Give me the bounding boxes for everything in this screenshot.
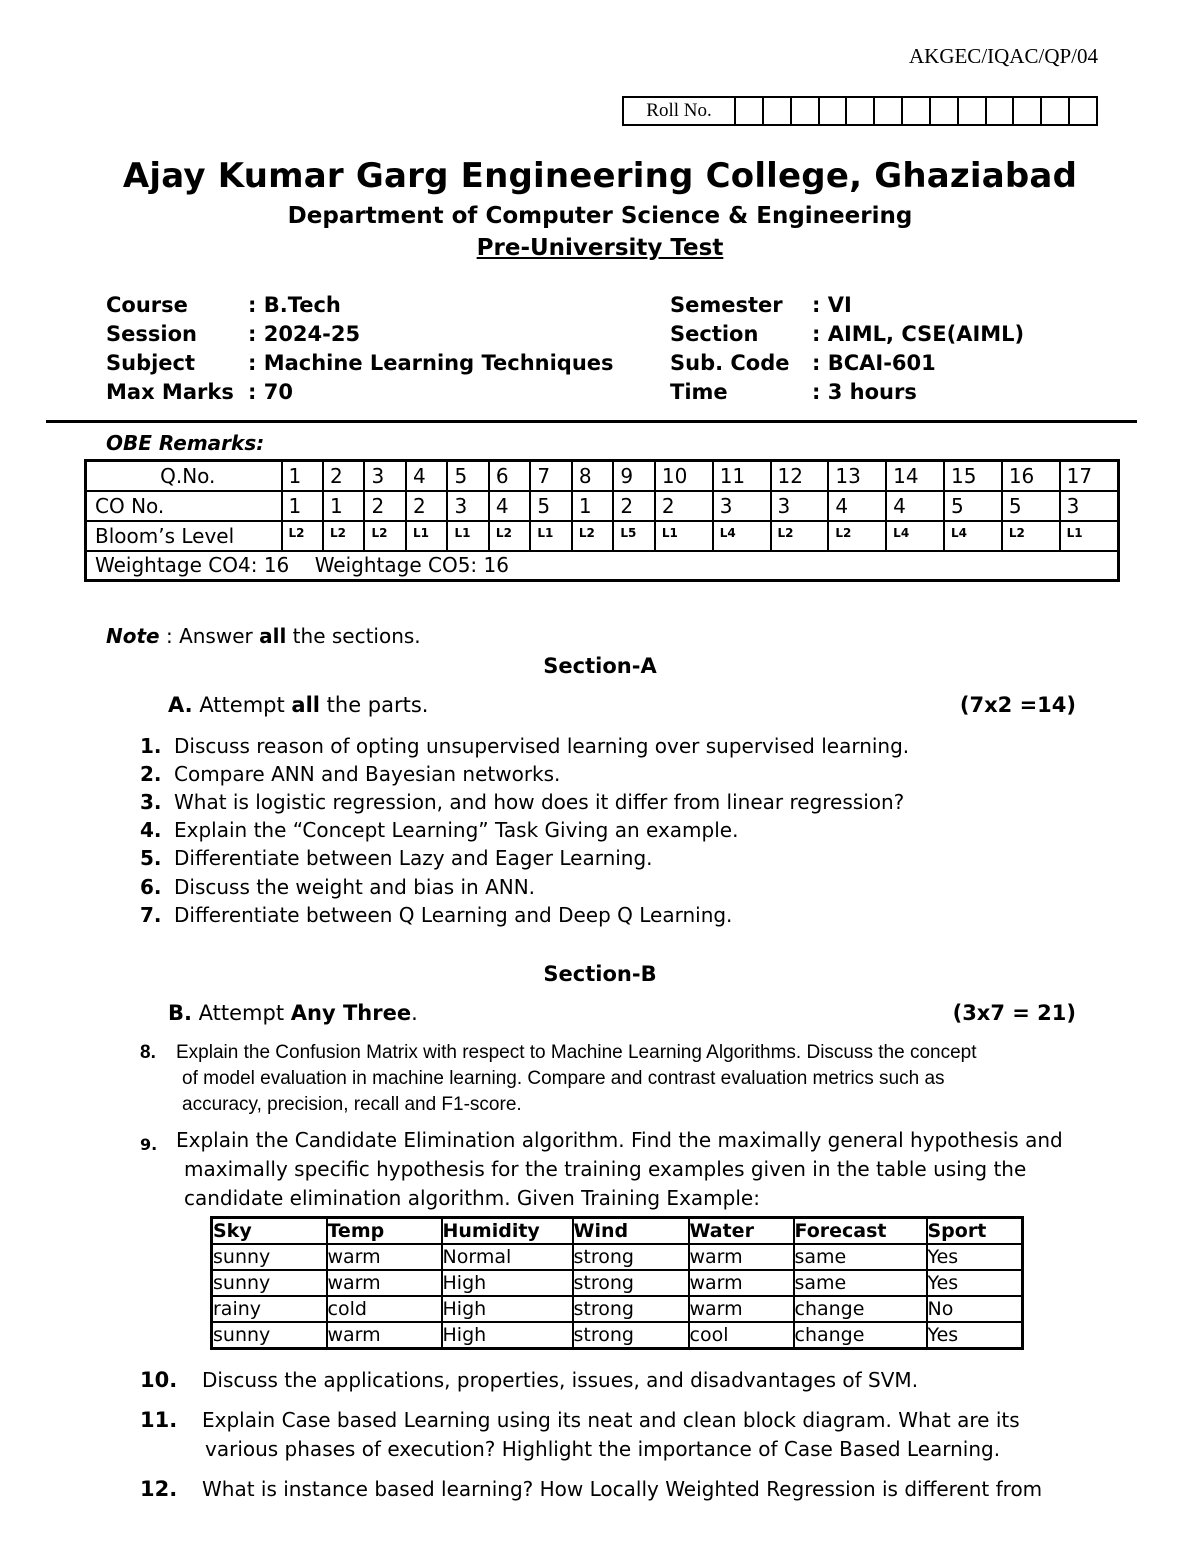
- table-header: Humidity: [442, 1218, 573, 1245]
- table-cell: change: [794, 1322, 927, 1349]
- bloom-cell: L4: [886, 521, 944, 551]
- table-cell: Yes: [927, 1270, 1023, 1296]
- table-cell: strong: [573, 1322, 689, 1349]
- college-name: Ajay Kumar Garg Engineering College, Ghaziabad: [122, 156, 1078, 196]
- table-cell: warm: [689, 1296, 794, 1322]
- table-cell: strong: [573, 1270, 689, 1296]
- qno-cell: 7: [530, 461, 571, 491]
- bloom-cell: L2: [771, 521, 829, 551]
- roll-cell[interactable]: [847, 98, 875, 124]
- question-number: 12.: [140, 1477, 178, 1501]
- question-number: 9.: [140, 1135, 158, 1154]
- qno-cell: 1: [282, 461, 323, 491]
- table-header: Wind: [573, 1218, 689, 1245]
- question-number: 1.: [140, 734, 162, 758]
- co-cell: 2: [655, 491, 713, 521]
- roll-cell[interactable]: [764, 98, 792, 124]
- meta-key: Subject: [106, 351, 196, 375]
- table-row: [212, 1322, 1023, 1349]
- qno-cell: 15: [944, 461, 1002, 491]
- section-a-title: Section-A: [543, 654, 657, 678]
- divider: [46, 420, 1137, 423]
- bloom-cell: L2: [828, 521, 886, 551]
- co-cell: 1: [323, 491, 364, 521]
- qno-cell: 14: [886, 461, 944, 491]
- bloom-cell: L2: [489, 521, 530, 551]
- table-cell: cold: [327, 1296, 442, 1322]
- note-bold: all: [259, 624, 287, 648]
- question-8: [140, 1040, 1100, 1118]
- meta-value: : 3 hours: [812, 380, 917, 404]
- question-number: 10.: [140, 1368, 178, 1392]
- co-cell: 4: [489, 491, 530, 521]
- note-text-pre: : Answer: [159, 624, 260, 648]
- question-line: Explain Case based Learning using its neat and clean block diagram. What are its: [202, 1408, 1020, 1432]
- bloom-cell: L2: [364, 521, 405, 551]
- instruction-post: .: [411, 1001, 418, 1025]
- qno-cell: 16: [1002, 461, 1060, 491]
- question-line: various phases of execution? Highlight the importance of Case Based Learning.: [205, 1437, 1001, 1461]
- question-item: [140, 846, 653, 870]
- question-11: [140, 1406, 1100, 1464]
- question-item: [140, 875, 535, 899]
- qno-label: Q.No.: [86, 461, 282, 491]
- qno-cell: 11: [713, 461, 771, 491]
- note-label: Note: [106, 624, 160, 648]
- table-cell: No: [927, 1296, 1023, 1322]
- table-cell: change: [794, 1296, 927, 1322]
- table-row: [212, 1244, 1023, 1270]
- bloom-cell: L1: [447, 521, 488, 551]
- qno-cell: 10: [655, 461, 713, 491]
- co-row: [86, 491, 1119, 521]
- table-row: [212, 1296, 1023, 1322]
- table-cell: High: [442, 1270, 573, 1296]
- question-number: 6.: [140, 875, 162, 899]
- table-cell: rainy: [212, 1296, 327, 1322]
- co-cell: 3: [771, 491, 829, 521]
- question-item: [140, 762, 560, 786]
- question-text: What is logistic regression, and how does it differ from linear regression?: [174, 790, 905, 814]
- co-cell: 5: [1002, 491, 1060, 521]
- section-b-letter: B.: [168, 1001, 192, 1025]
- question-item: [140, 903, 732, 927]
- table-cell: High: [442, 1296, 573, 1322]
- question-12: [140, 1475, 1100, 1504]
- bloom-cell: L4: [944, 521, 1002, 551]
- qno-cell: 17: [1060, 461, 1119, 491]
- meta-key: Session: [106, 322, 197, 346]
- question-number: 2.: [140, 762, 162, 786]
- table-header: Sky: [212, 1218, 327, 1245]
- bloom-cell: L2: [323, 521, 364, 551]
- question-line: Explain the Candidate Elimination algorithm. Find the maximally general hypothesis and: [176, 1128, 1063, 1152]
- question-number: 11.: [140, 1408, 178, 1432]
- qno-cell: 8: [572, 461, 613, 491]
- question-text: Discuss the weight and bias in ANN.: [174, 875, 536, 899]
- qno-cell: 4: [406, 461, 447, 491]
- qno-cell: 12: [771, 461, 829, 491]
- meta-value: : VI: [812, 293, 852, 317]
- table-cell: warm: [327, 1270, 442, 1296]
- table-cell: strong: [573, 1296, 689, 1322]
- table-cell: warm: [327, 1244, 442, 1270]
- qno-cell: 2: [323, 461, 364, 491]
- question-text: What is instance based learning? How Locally Weighted Regression is different from: [202, 1477, 1043, 1501]
- roll-cell[interactable]: [875, 98, 903, 124]
- roll-number-label: Roll No.: [624, 98, 736, 124]
- bloom-cell: L2: [1002, 521, 1060, 551]
- question-item: [140, 818, 738, 842]
- roll-cell[interactable]: [792, 98, 820, 124]
- section-b-title: Section-B: [543, 962, 657, 986]
- meta-value: : BCAI-601: [812, 351, 936, 375]
- co-cell: 2: [364, 491, 405, 521]
- table-cell: Yes: [927, 1244, 1023, 1270]
- bloom-row: [86, 521, 1119, 551]
- question-text: [176, 1040, 1100, 1118]
- bloom-cell: L1: [1060, 521, 1119, 551]
- instruction-bold: all: [291, 693, 320, 717]
- roll-cell[interactable]: [1014, 98, 1042, 124]
- co-cell: 4: [886, 491, 944, 521]
- meta-right: [670, 291, 1024, 407]
- co-cell: 4: [828, 491, 886, 521]
- co-cell: 3: [713, 491, 771, 521]
- question-line: accuracy, precision, recall and F1-score.: [182, 1094, 522, 1115]
- obe-title: OBE Remarks:: [106, 431, 265, 455]
- table-header: Water: [689, 1218, 794, 1245]
- question-number: 7.: [140, 903, 162, 927]
- roll-cell[interactable]: [959, 98, 987, 124]
- table-cell: warm: [689, 1244, 794, 1270]
- meta-value: : B.Tech: [248, 293, 341, 317]
- co-cell: 1: [282, 491, 323, 521]
- bloom-cell: L1: [655, 521, 713, 551]
- weightage-text: Weightage CO4: 16 Weightage CO5: 16: [86, 551, 1119, 581]
- question-text: [202, 1406, 1100, 1464]
- co-cell: 3: [1060, 491, 1119, 521]
- question-text: [176, 1126, 1100, 1213]
- co-cell: 2: [613, 491, 654, 521]
- meta-value: : Machine Learning Techniques: [248, 351, 614, 375]
- section-b-instruction: [168, 1001, 418, 1025]
- qno-row: [86, 461, 1119, 491]
- table-row: [212, 1270, 1023, 1296]
- question-text: Differentiate between Lazy and Eager Learning.: [174, 846, 653, 870]
- co-cell: 2: [406, 491, 447, 521]
- section-a-marks: (7x2 =14): [959, 693, 1076, 717]
- qno-cell: 3: [364, 461, 405, 491]
- co-cell: 1: [572, 491, 613, 521]
- bloom-cell: L1: [530, 521, 571, 551]
- test-title: Pre-University Test: [476, 235, 724, 261]
- question-number: 5.: [140, 846, 162, 870]
- document-code: AKGEC/IQAC/QP/04: [908, 44, 1098, 68]
- table-cell: warm: [327, 1322, 442, 1349]
- question-line: Explain the Confusion Matrix with respect to Machine Learning Algorithms. Discuss the concept: [176, 1042, 977, 1063]
- question-number: 3.: [140, 790, 162, 814]
- question-text: Compare ANN and Bayesian networks.: [174, 762, 561, 786]
- meta-key: Sub. Code: [670, 351, 790, 375]
- meta-value: : AIML, CSE(AIML): [812, 322, 1025, 346]
- roll-cell[interactable]: [987, 98, 1015, 124]
- instruction-bold: Any Three: [290, 1001, 412, 1025]
- table-cell: same: [794, 1244, 927, 1270]
- note: [106, 624, 421, 648]
- bloom-cell: L4: [713, 521, 771, 551]
- training-table: [210, 1216, 1024, 1350]
- question-9: [140, 1126, 1100, 1213]
- table-cell: same: [794, 1270, 927, 1296]
- question-item: [140, 790, 904, 814]
- table-cell: Yes: [927, 1322, 1023, 1349]
- question-number: 8.: [140, 1042, 156, 1063]
- note-text-post: the sections.: [286, 624, 421, 648]
- instruction-pre: Attempt: [198, 1001, 291, 1025]
- bloom-cell: L2: [572, 521, 613, 551]
- question-item: [140, 734, 909, 758]
- co-cell: 5: [944, 491, 1002, 521]
- section-a-letter: A.: [168, 693, 193, 717]
- section-a-instruction: [168, 693, 428, 717]
- meta-key: Course: [106, 293, 188, 317]
- co-cell: 3: [447, 491, 488, 521]
- obe-table: [84, 459, 1120, 582]
- bloom-label: Bloom’s Level: [86, 521, 282, 551]
- bloom-cell: L1: [406, 521, 447, 551]
- section-b-marks: (3x7 = 21): [952, 1001, 1076, 1025]
- meta-key: Time: [670, 380, 728, 404]
- question-line: maximally specific hypothesis for the training examples given in the table using the: [184, 1157, 1027, 1181]
- table-cell: sunny: [212, 1322, 327, 1349]
- question-text: Differentiate between Q Learning and Deep Q Learning.: [174, 903, 733, 927]
- table-cell: sunny: [212, 1270, 327, 1296]
- roll-cell[interactable]: [1042, 98, 1070, 124]
- table-header: Forecast: [794, 1218, 927, 1245]
- roll-cell[interactable]: [736, 98, 764, 124]
- roll-cell[interactable]: [903, 98, 931, 124]
- question-text: Explain the “Concept Learning” Task Giving an example.: [174, 818, 739, 842]
- table-header-row: [212, 1218, 1023, 1245]
- bloom-cell: L5: [613, 521, 654, 551]
- meta-key: Max Marks: [106, 380, 234, 404]
- meta-left: [106, 291, 614, 407]
- question-line: of model evaluation in machine learning. Compare and contrast evaluation metrics such as: [182, 1068, 945, 1089]
- qno-cell: 6: [489, 461, 530, 491]
- table-cell: Normal: [442, 1244, 573, 1270]
- meta-key: Section: [670, 322, 759, 346]
- question-text: Discuss reason of opting unsupervised learning over supervised learning.: [174, 734, 910, 758]
- roll-cell[interactable]: [820, 98, 848, 124]
- table-header: Sport: [927, 1218, 1023, 1245]
- department-name: Department of Computer Science & Engineering: [287, 203, 913, 229]
- qno-cell: 9: [613, 461, 654, 491]
- instruction-post: the parts.: [319, 693, 429, 717]
- co-cell: 5: [530, 491, 571, 521]
- instruction-pre: Attempt: [199, 693, 292, 717]
- table-cell: warm: [689, 1270, 794, 1296]
- qno-cell: 5: [447, 461, 488, 491]
- meta-key: Semester: [670, 293, 783, 317]
- roll-cell[interactable]: [1070, 98, 1096, 124]
- qno-cell: 13: [828, 461, 886, 491]
- roll-cell[interactable]: [931, 98, 959, 124]
- roll-number-box[interactable]: [622, 96, 1098, 126]
- question-number: 4.: [140, 818, 162, 842]
- table-cell: strong: [573, 1244, 689, 1270]
- co-label: CO No.: [86, 491, 282, 521]
- weightage-row: [86, 551, 1119, 581]
- table-cell: cool: [689, 1322, 794, 1349]
- meta-value: : 2024-25: [248, 322, 361, 346]
- bloom-cell: L2: [282, 521, 323, 551]
- table-cell: sunny: [212, 1244, 327, 1270]
- question-10: [140, 1366, 1100, 1395]
- table-cell: High: [442, 1322, 573, 1349]
- question-line: candidate elimination algorithm. Given Training Example:: [184, 1186, 760, 1210]
- meta-value: : 70: [248, 380, 293, 404]
- table-header: Temp: [327, 1218, 442, 1245]
- question-text: Discuss the applications, properties, issues, and disadvantages of SVM.: [202, 1368, 919, 1392]
